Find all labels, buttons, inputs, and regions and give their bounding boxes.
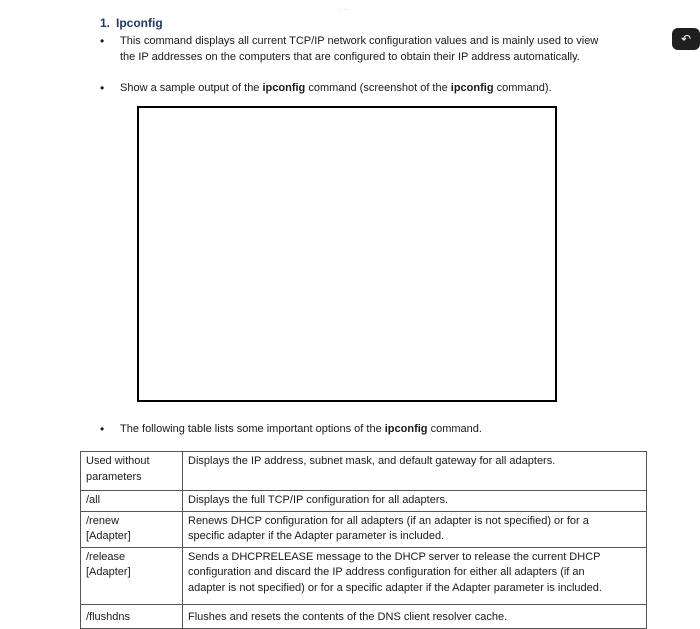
option-text: /flushdns bbox=[86, 610, 131, 623]
section-number: 1. bbox=[100, 16, 111, 30]
option-cell bbox=[81, 491, 183, 512]
description-text: specific adapter if the Adapter parameter is included. bbox=[188, 530, 445, 542]
screenshot-placeholder-box bbox=[137, 106, 557, 402]
option-text: /release bbox=[86, 550, 126, 563]
option-cell bbox=[81, 511, 183, 547]
bullet-text bbox=[120, 80, 552, 96]
option-cell bbox=[81, 547, 183, 604]
options-table bbox=[80, 451, 647, 629]
table-row bbox=[81, 511, 647, 547]
bullet-text bbox=[120, 33, 598, 65]
section-heading bbox=[100, 16, 163, 30]
command-name-bold: ipconfig bbox=[450, 82, 494, 94]
option-text: /renew bbox=[86, 514, 120, 527]
bullet-dot: • bbox=[100, 81, 105, 95]
bullet-text-part: command). bbox=[493, 82, 552, 94]
undo-button[interactable] bbox=[672, 28, 700, 50]
description-cell bbox=[183, 511, 647, 547]
option-text: [Adapter] bbox=[86, 530, 131, 542]
undo-icon: ↶ bbox=[680, 32, 692, 46]
option-text: /all bbox=[86, 494, 101, 506]
description-text: Displays the IP address, subnet mask, and default gateway for all adapters. bbox=[188, 455, 556, 467]
command-name-bold: ipconfig bbox=[384, 423, 428, 435]
description-text: Renews DHCP configuration for all adapters (if an adapter is not specified) or for a bbox=[188, 514, 589, 527]
section-title: Ipconfig bbox=[116, 16, 163, 30]
option-text: Used without bbox=[86, 455, 150, 467]
command-name-bold: ipconfig bbox=[262, 82, 306, 94]
option-text: [Adapter] bbox=[86, 566, 131, 578]
option-cell bbox=[81, 604, 183, 628]
bullet-text-line2: the IP addresses on the computers that are configured to obtain their IP address automatically. bbox=[120, 51, 580, 63]
description-text: adapter is not specified) or for a specific adapter if the Adapter parameter is included. bbox=[188, 581, 602, 594]
table-row bbox=[81, 604, 647, 628]
description-cell bbox=[183, 452, 647, 491]
bullet-dot: • bbox=[100, 422, 105, 436]
option-text: parameters bbox=[86, 470, 142, 483]
bullet-text-part: The following table lists some important options of the bbox=[120, 423, 385, 435]
bullet-dot: • bbox=[100, 34, 105, 48]
description-text: configuration and discard the IP address configuration for either all adapters (if an bbox=[188, 566, 585, 578]
bullet-text-part: command. bbox=[427, 423, 482, 435]
table-row bbox=[81, 491, 647, 512]
top-indicator: ··· bbox=[339, 4, 351, 14]
bullet-text-line1: This command displays all current TCP/IP network configuration values and is mainly used to view bbox=[120, 35, 599, 47]
description-text: Sends a DHCPRELEASE message to the DHCP server to release the current DHCP bbox=[188, 550, 601, 563]
table-row bbox=[81, 452, 647, 491]
description-cell bbox=[183, 547, 647, 604]
option-cell bbox=[81, 452, 183, 491]
description-cell bbox=[183, 491, 647, 512]
table-row bbox=[81, 547, 647, 604]
bullet-text-part: Show a sample output of the bbox=[120, 82, 263, 94]
bullet-text-part: command (screenshot of the bbox=[305, 82, 451, 94]
description-text: Displays the full TCP/IP configuration for all adapters. bbox=[188, 494, 449, 506]
bullet-text bbox=[120, 421, 482, 437]
description-cell bbox=[183, 604, 647, 628]
description-text: Flushes and resets the contents of the DNS client resolver cache. bbox=[188, 610, 508, 623]
